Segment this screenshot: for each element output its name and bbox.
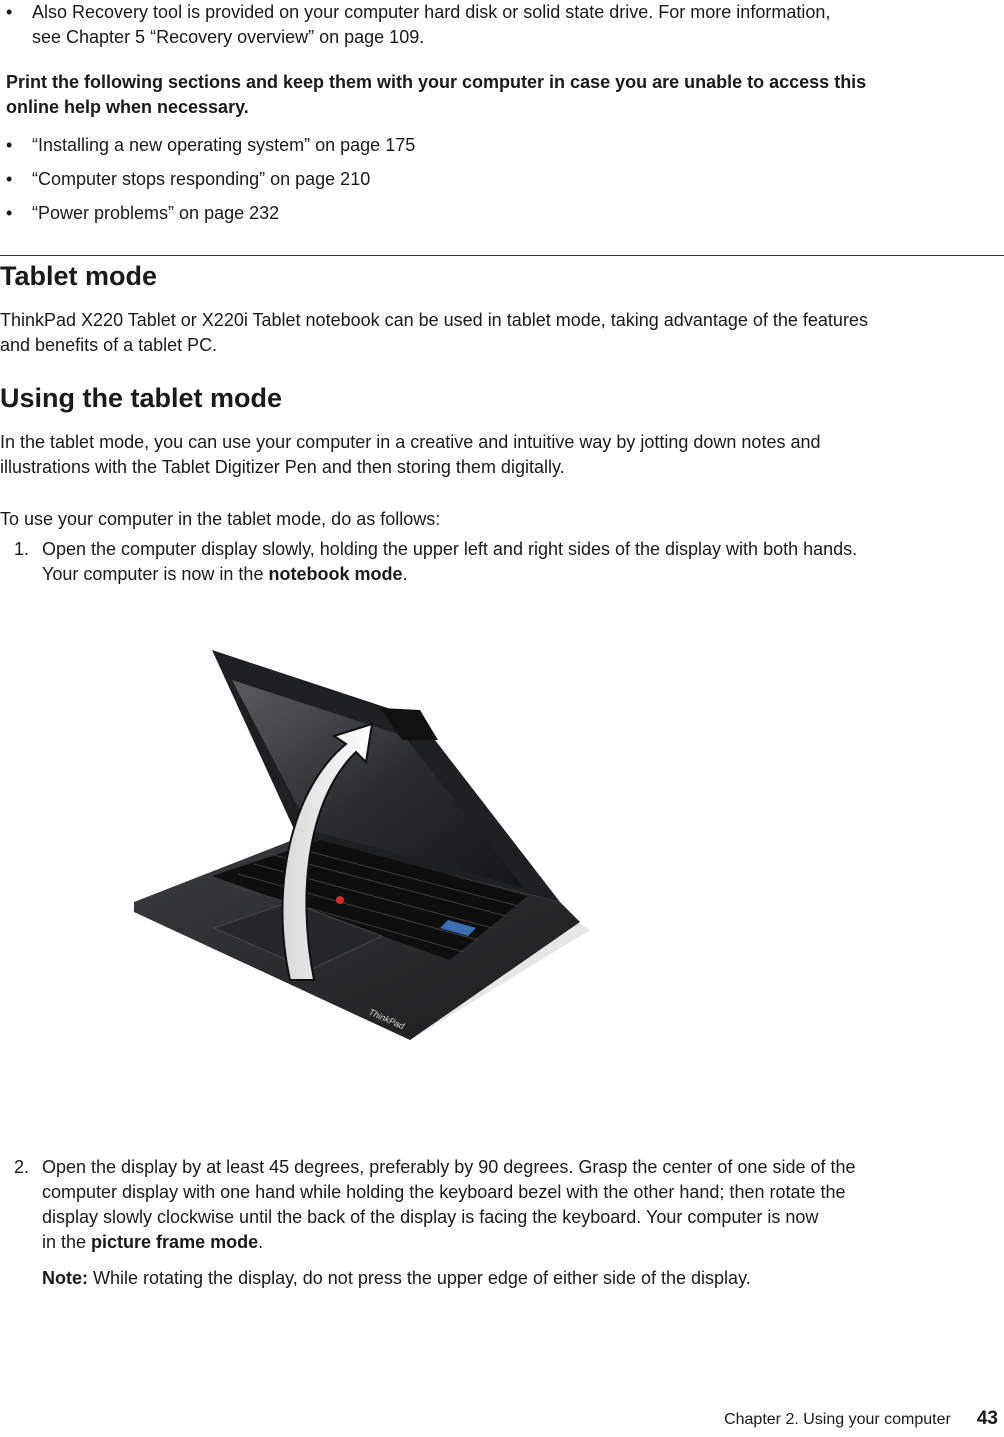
section-intro-line1: ThinkPad X220 Tablet or X220i Tablet notebook can be used in tablet mode, taking advantage of the features [0, 310, 868, 330]
step-2-line3: display slowly clockwise until the back of the display is facing the keyboard. Your computer is now [42, 1207, 819, 1227]
section-title: Tablet mode [0, 261, 158, 291]
bullet-marker: • [6, 169, 13, 189]
section-intro [0, 308, 868, 358]
laptop-illustration [120, 640, 600, 1080]
trackpoint [336, 896, 344, 904]
step-2-line4 [42, 1230, 856, 1255]
print-notice [6, 70, 866, 120]
print-list-item-text[interactable]: “Power problems” on page 232 [32, 203, 280, 223]
subsection-title: Using the tablet mode [0, 383, 283, 413]
note-label: Note: [42, 1268, 88, 1288]
section-divider [0, 255, 1004, 256]
bullet-marker: • [6, 203, 13, 223]
step-2-line4-text: in the [42, 1232, 92, 1252]
page-number: 43 [976, 1408, 998, 1429]
step-2 [14, 1155, 856, 1255]
note-text: While rotating the display, do not press the upper edge of either side of the display. [88, 1268, 751, 1288]
subsection-intro-line2: illustrations with the Tablet Digitizer Pen and then storing them digitally. [0, 457, 565, 477]
brand-logo: ThinkPad [367, 1006, 406, 1032]
print-list-item [6, 201, 279, 226]
print-list-item [6, 167, 370, 192]
print-notice-line2: online help when necessary. [6, 97, 249, 117]
print-list-item-text[interactable]: “Computer stops responding” on page 210 [32, 169, 371, 189]
step-number: 2. [14, 1157, 30, 1177]
subsection-intro-line1: In the tablet mode, you can use your computer in a creative and intuitive way by jotting down notes and [0, 432, 821, 452]
print-list-item [6, 133, 415, 158]
footer-chapter: Chapter 2. Using your computer [724, 1411, 951, 1428]
intro-bullet-line2: see Chapter 5 “Recovery overview” on page 109. [32, 27, 425, 47]
step-2-line4-end: . [258, 1232, 264, 1252]
step-1 [14, 537, 857, 587]
step-1-line2-text: Your computer is now in the [42, 564, 269, 584]
step-number: 1. [14, 539, 30, 559]
note [42, 1266, 751, 1291]
section-intro-line2: and benefits of a tablet PC. [0, 335, 218, 355]
intro-bullet [6, 0, 830, 50]
step-2-line2: computer display with one hand while holding the keyboard bezel with the other hand; then rotate the [42, 1182, 846, 1202]
notebook-mode-term: notebook mode [268, 564, 403, 584]
step-2-line1: Open the display by at least 45 degrees, preferably by 90 degrees. Grasp the center of one side of the [42, 1157, 856, 1177]
print-list-item-text[interactable]: “Installing a new operating system” on page 175 [32, 135, 416, 155]
step-1-line2 [42, 562, 857, 587]
step-1-line2-end: . [402, 564, 408, 584]
step-1-line1: Open the computer display slowly, holding the upper left and right sides of the display with both hands. [42, 539, 858, 559]
page-footer [724, 1408, 998, 1430]
picture-frame-mode-term: picture frame mode [91, 1232, 259, 1252]
intro-bullet-line1: Also Recovery tool is provided on your computer hard disk or solid state drive. For more information, [32, 2, 831, 22]
print-notice-line1: Print the following sections and keep them with your computer in case you are unable to access this [6, 72, 867, 92]
subsection-intro [0, 430, 821, 480]
bullet-marker: • [6, 2, 13, 22]
bullet-marker: • [6, 135, 13, 155]
instructions-lead: To use your computer in the tablet mode, do as follows: [0, 509, 441, 529]
